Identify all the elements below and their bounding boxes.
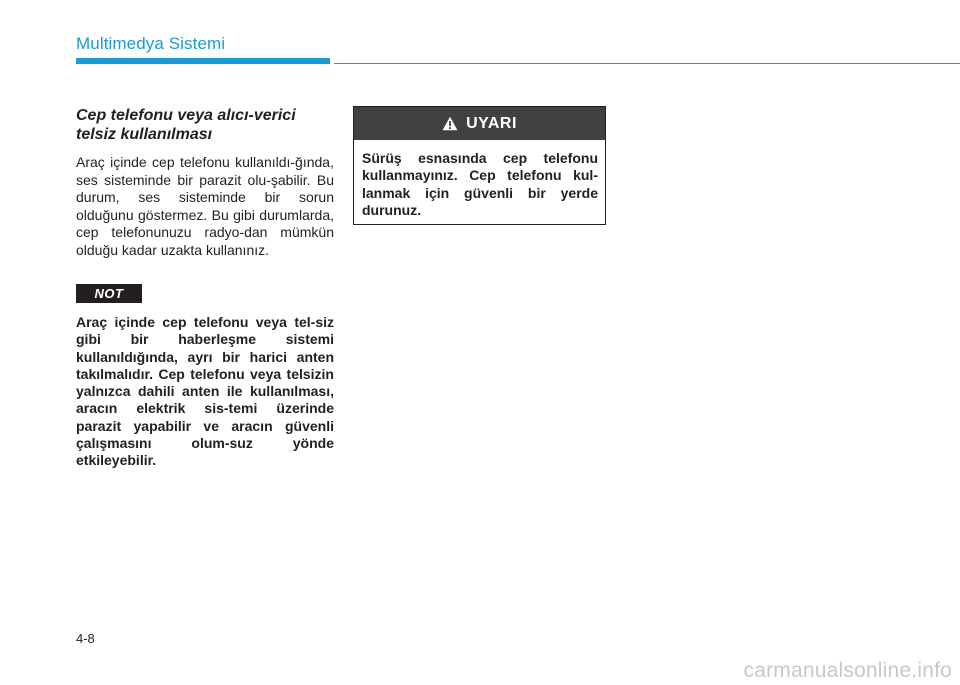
note-badge: NOT xyxy=(76,284,142,303)
page-number: 4-8 xyxy=(76,631,95,646)
header-rule-thick xyxy=(76,58,330,64)
header-rule-thin xyxy=(334,63,960,64)
warning-label: UYARI xyxy=(466,114,517,132)
body-paragraph: Araç içinde cep telefonu kullanıldı-ğında, ses sisteminde bir parazit olu-şabilir. Bu durum, ses sisteminde bir sorun olduğunu göstermez. Bu gibi durumlarda, cep telefonunuzu radyo-dan mümkün olduğu kadar uzakta kullanınız. xyxy=(76,154,334,258)
subsection-heading: Cep telefonu veya alıcı-verici telsiz kullanılması xyxy=(76,107,296,143)
warning-box xyxy=(353,106,606,225)
warning-text: Sürüş esnasında cep telefonu kullanmayınız. Cep telefonu kul-lanmak için güvenli bir yerde durunuz. xyxy=(362,150,598,219)
note-text: Araç içinde cep telefonu veya tel-siz gibi bir haberleşme sistemi kullanıldığında, ayrı bir harici anten takılmalıdır. Cep telefonu veya telsizin yalnızca dahili anten ile kullanılması, aracın elektrik sis-temi üzerinde parazit yapabilir ve aracın güvenli çalışmasını olum-suz yönde etkileyebilir. xyxy=(76,314,334,469)
warning-header xyxy=(354,107,605,140)
watermark: carmanualsonline.info xyxy=(743,659,952,682)
left-column xyxy=(76,106,334,260)
warning-triangle-icon xyxy=(442,116,458,131)
section-title: Multimedya Sistemi xyxy=(76,34,226,53)
